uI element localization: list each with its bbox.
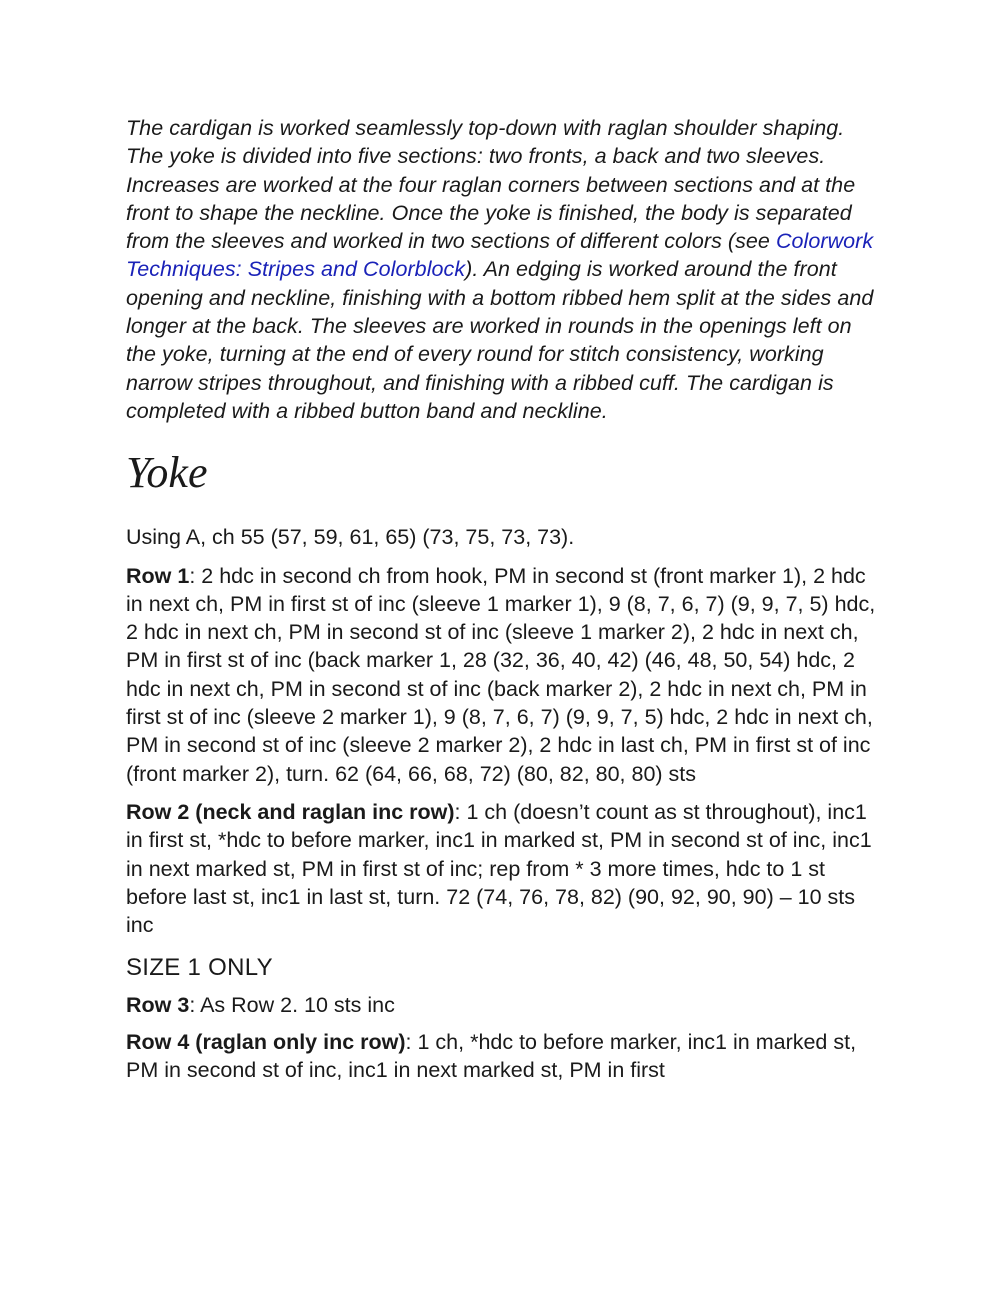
intro-text-part1: The cardigan is worked seamlessly top-down with raglan shoulder shaping. The yoke is divided into five sections: two fronts, a back and two sleeves. Increases are worked at the four raglan corners between sections and at the front to shape the neckline. Once the yoke is finished, the body is separated from the sleeves and worked in two sections of different colors (see bbox=[126, 116, 856, 254]
intro-paragraph bbox=[126, 114, 886, 425]
row-3-text: : As Row 2. 10 sts inc bbox=[189, 993, 395, 1018]
row-2-label: Row 2 (neck and raglan inc row) bbox=[126, 799, 455, 824]
document-page bbox=[126, 114, 886, 1084]
row-1-instruction bbox=[126, 562, 886, 788]
row-2-text: : 1 ch (doesn’t count as st throughout), inc1 in first st, *hdc to before marker, inc1 in marked st, PM in second st of inc, inc1 in next marked st, PM in first st of inc; rep from * 3 more times, hdc to 1 st before last st, inc1 in last st, turn. 72 (74, 76, 78, 82) (90, 92, 90, 90) – 10 sts inc bbox=[126, 799, 872, 938]
row-4-text: : 1 ch, *hdc to before marker, inc1 in marked st, PM in second st of inc, inc1 in next marked st, PM in first bbox=[126, 1029, 857, 1083]
size-subheading: SIZE 1 ONLY bbox=[126, 954, 273, 982]
intro-text-part2: ). An edging is worked around the front opening and neckline, finishing with a bottom ribbed hem split at the sides and longer at the back. The sleeves are worked in rounds in the openings left on the yoke, turning at the end of every round for stitch consistency, working narrow stripes throughout, and finishing with a ribbed cuff. The cardigan is completed with a ribbed button band and neckline. bbox=[126, 257, 874, 423]
row-2-instruction bbox=[126, 798, 886, 939]
section-heading-yoke: Yoke bbox=[126, 448, 208, 498]
row-1-label: Row 1 bbox=[126, 563, 190, 588]
row-4-instruction bbox=[126, 1028, 886, 1085]
row-3-label: Row 3 bbox=[126, 993, 190, 1018]
colorwork-techniques-link[interactable]: Colorwork Techniques: Stripes and Colorblock bbox=[126, 229, 874, 282]
using-instruction: Using A, ch 55 (57, 59, 61, 65) (73, 75, 73, 73). bbox=[126, 525, 575, 550]
row-4-label: Row 4 (raglan only inc row) bbox=[126, 1029, 406, 1054]
row-1-text: : 2 hdc in second ch from hook, PM in second st (front marker 1), 2 hdc in next ch, PM in first st of inc (sleeve 1 marker 1), 9 (8, 7, 6, 7) (9, 9, 7, 5) hdc, 2 hdc in next ch, PM in second st of inc (sleeve 1 marker 2), 2 hdc in next ch, PM in first st of inc (back marker 1, 28 (32, 36, 40, 42) (46, 48, 50, 54) hdc, 2 hdc in next ch, PM in second st of inc (back marker 2), 2 hdc in next ch, PM in first st of inc (sleeve 2 marker 1), 9 (8, 7, 6, 7) (9, 9, 7, 5) hdc, 2 hdc in next ch, PM in second st of inc (sleeve 2 marker 2), 2 hdc in last ch, PM in first st of inc (front marker 2), turn. 62 (64, 66, 68, 72) (80, 82, 80, 80) sts bbox=[126, 563, 876, 786]
row-3-instruction bbox=[126, 991, 886, 1019]
